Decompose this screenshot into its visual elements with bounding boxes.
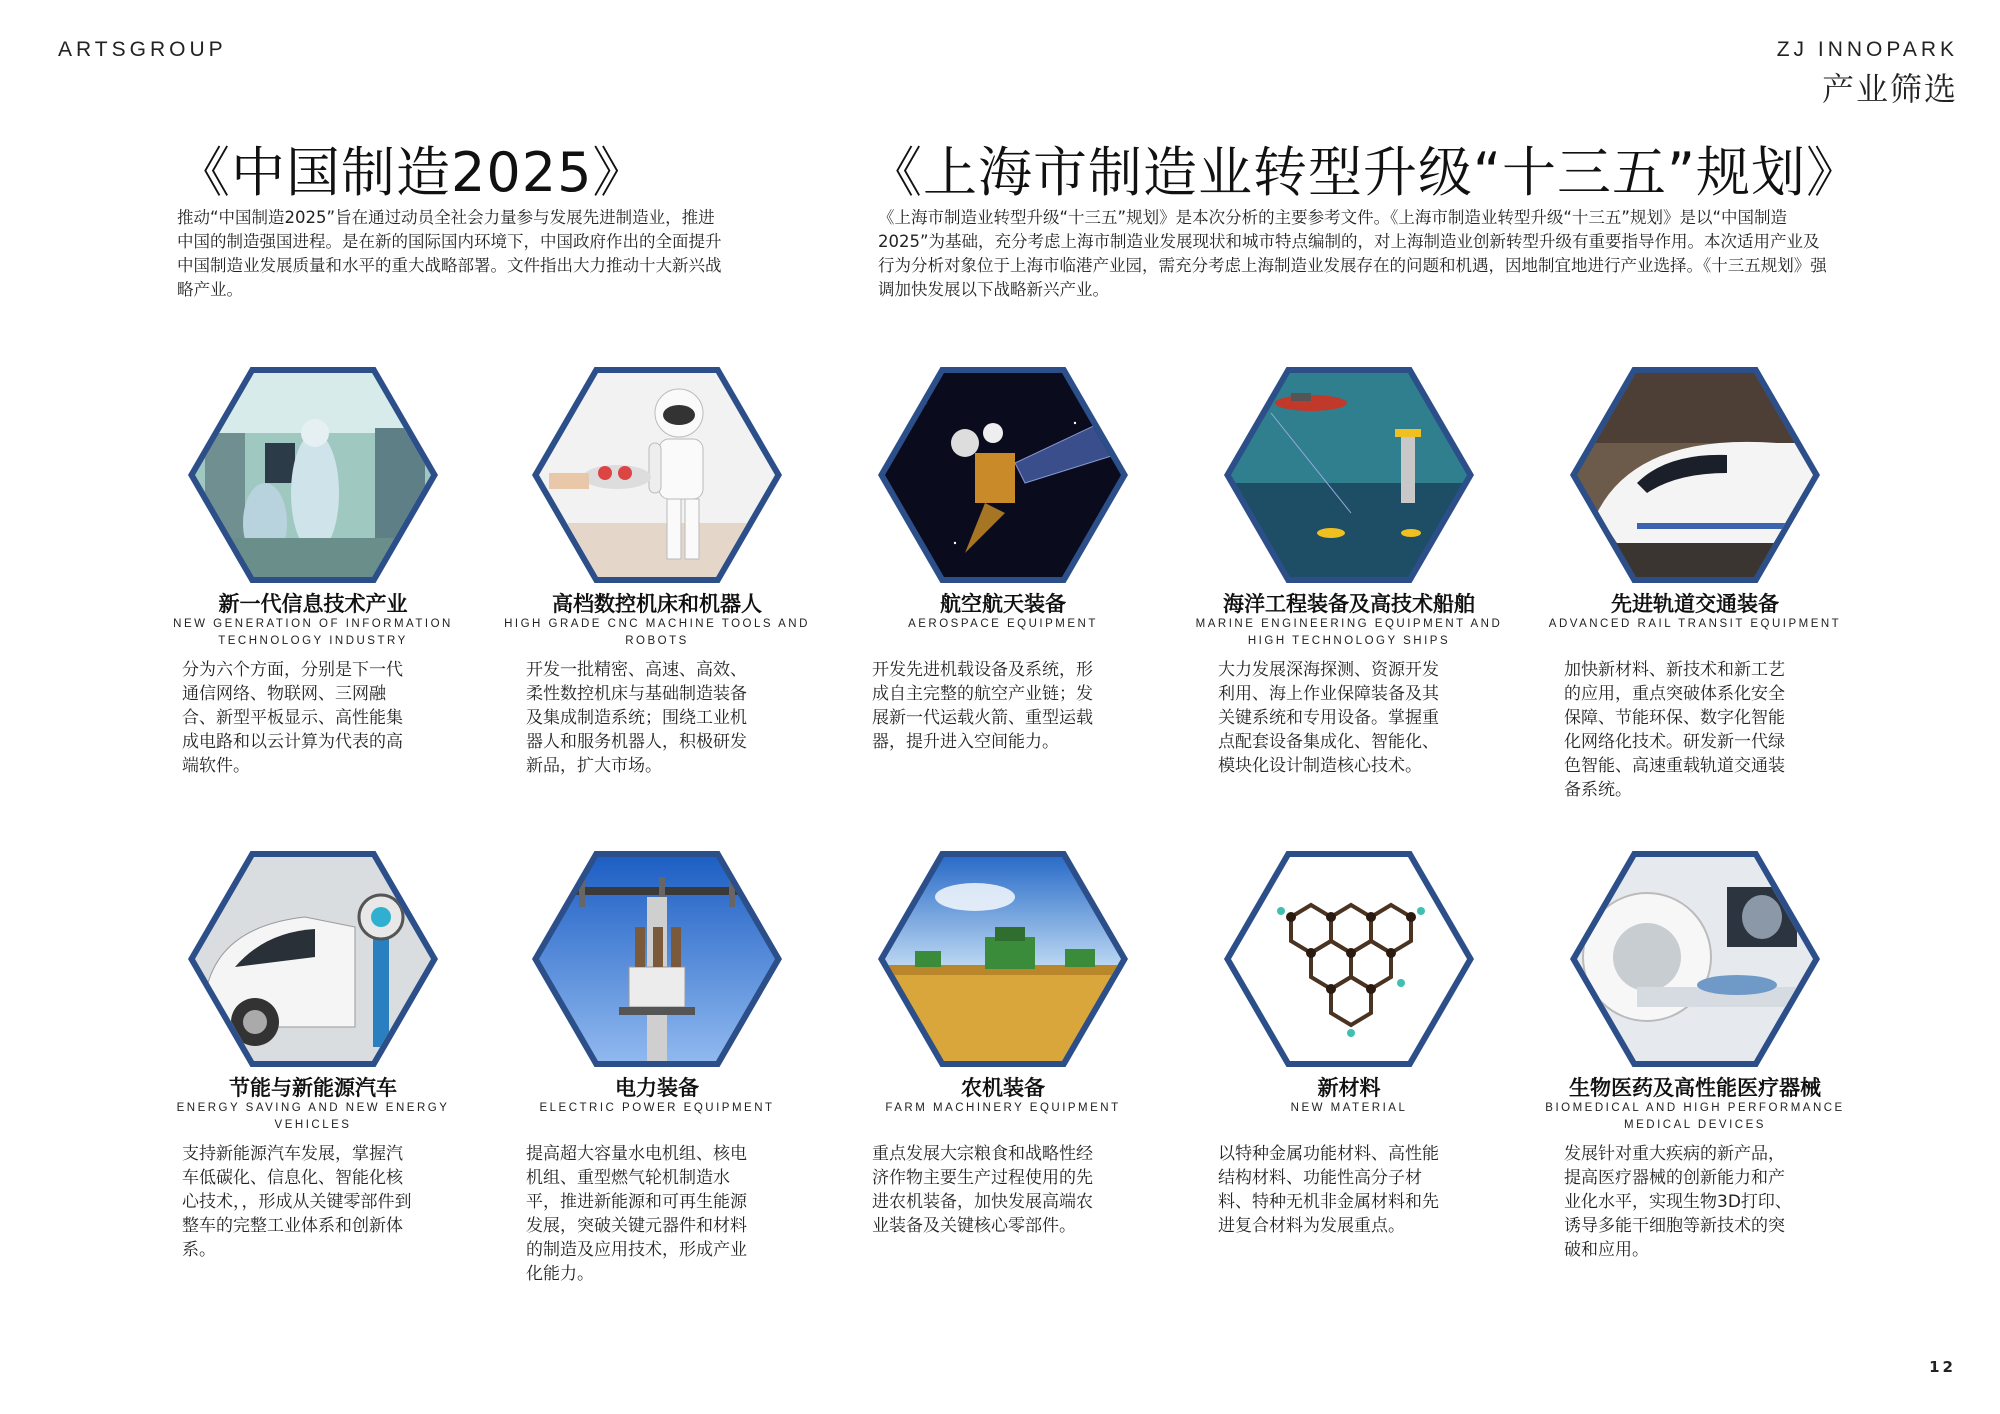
industry-cn-title: 高档数控机床和机器人 <box>552 592 762 616</box>
graphene-image <box>1231 857 1467 1061</box>
industry-description: 以特种金属功能材料、高性能结构材料、功能性高分子材料、特种无机非金属材料和先进复合材料为发展重点。 <box>1218 1144 1439 1236</box>
industry-cn-title: 新材料 <box>1317 1076 1381 1100</box>
industry-en-title: MARINE ENGINEERING EQUIPMENT AND HIGH TECHNOLOGY SHIPS <box>1195 618 1503 647</box>
industry-description: 支持新能源汽车发展，掌握汽车低碳化、信息化、智能化核心技术，，形成从关键零部件到整车的完整工业体系和创新体系。 <box>182 1144 412 1260</box>
hex-frame <box>1570 851 1820 1067</box>
industry-description: 提高超大容量水电机组、核电机组、重型燃气轮机制造水平，推进新能源和可再生能源发展，突破关键元器件和材料的制造及应用技术，形成产业化能力。 <box>526 1144 747 1284</box>
industry-cn-title: 海洋工程装备及高技术船舶 <box>1223 592 1475 616</box>
industry-description: 分为六个方面，分别是下一代通信网络、物联网、三网融合、新型平板显示、高性能集成电路和以云计算为代表的高端软件。 <box>182 660 403 776</box>
high-speed-train-image <box>1577 373 1813 577</box>
industry-description: 大力发展深海探测、资源开发利用、海上作业保障装备及其关键系统和专用设备。掌握重点配套设备集成化、智能化、模块化设计制造核心技术。 <box>1218 660 1439 776</box>
industry-description: 开发先进机载设备及系统，形成自主完整的航空产业链；发展新一代运载火箭、重型运载器，提升进入空间能力。 <box>872 660 1093 752</box>
industry-description: 重点发展大宗粮食和战略性经济作物主要生产过程使用的先进农机装备，加快发展高端农业装备及关键核心零部件。 <box>872 1144 1093 1236</box>
industry-en-title: ELECTRIC POWER EQUIPMENT <box>539 1102 775 1114</box>
power-pole-image <box>539 857 775 1061</box>
satellite-image <box>885 373 1121 577</box>
ct-scanner-image <box>1577 857 1813 1061</box>
industry-cn-title: 节能与新能源汽车 <box>229 1076 397 1100</box>
electric-car-image <box>195 857 431 1061</box>
hex-frame <box>188 851 438 1067</box>
industry-cn-title: 电力装备 <box>615 1076 699 1100</box>
industry-en-title: NEW MATERIAL <box>1290 1102 1408 1114</box>
left-section-title: 《中国制造2025》 <box>176 141 648 204</box>
cleanroom-image <box>195 373 431 577</box>
industry-en-title: BIOMEDICAL AND HIGH PERFORMANCE MEDICAL DEVICES <box>1545 1102 1845 1131</box>
industry-cn-title: 先进轨道交通装备 <box>1611 592 1779 616</box>
brand-left: ARTSGROUP <box>58 38 227 61</box>
industry-en-title: NEW GENERATION OF INFORMATION TECHNOLOGY INDUSTRY <box>173 618 453 647</box>
ocean-platform-image <box>1231 373 1467 577</box>
industry-en-title: HIGH GRADE CNC MACHINE TOOLS AND ROBOTS <box>504 618 810 647</box>
industry-en-title: FARM MACHINERY EQUIPMENT <box>885 1102 1121 1114</box>
robot-image <box>539 373 775 577</box>
page-number: 12 <box>1929 1358 1956 1376</box>
brand-right <box>1777 38 1958 110</box>
industry-description: 开发一批精密、高速、高效、柔性数控机床与基础制造装备及集成制造系统；围绕工业机器人和服务机器人，积极研发新品，扩大市场。 <box>526 660 747 776</box>
hex-frame <box>1570 367 1820 583</box>
industry-description: 发展针对重大疾病的新产品，提高医疗器械的创新能力和产业化水平，实现生物3D打印、诱导多能干细胞等新技术的突破和应用。 <box>1564 1144 1792 1260</box>
industry-cn-title: 新一代信息技术产业 <box>218 592 408 616</box>
brand-right-cn: 产业筛选 <box>1821 70 1958 108</box>
industry-en-title: AEROSPACE EQUIPMENT <box>908 618 1098 630</box>
hex-frame <box>1224 367 1474 583</box>
industry-cn-title: 生物医药及高性能医疗器械 <box>1569 1076 1821 1100</box>
brand-right-en: ZJ INNOPARK <box>1776 38 1958 61</box>
hex-frame <box>532 851 782 1067</box>
harvester-image <box>885 857 1121 1061</box>
hex-frame <box>532 367 782 583</box>
right-section-intro: 《上海市制造业转型升级“十三五”规划》是本次分析的主要参考文件。《上海市制造业转型升级“十三五”规划》是以“中国制造2025”为基础，充分考虑上海市制造业发展现状和城市特点编制的，对上海制造业创新转型升级有重要指导作用。本次适用产业及行为分析对象位于上海市临港产业园，需充分考虑上海制造业发展存在的问题和机遇，因地制宜地进行产业选择。《十三五规划》强调加快发展以下战略新兴产业。 <box>878 208 1827 299</box>
right-section-title: 《上海市制造业转型升级“十三五”规划》 <box>868 141 1861 204</box>
hex-frame <box>878 851 1128 1067</box>
industry-cn-title: 航空航天装备 <box>940 592 1066 616</box>
industry-description: 加快新材料、新技术和新工艺的应用，重点突破体系化安全保障、节能环保、数字化智能化网络化技术。研发新一代绿色智能、高速重载轨道交通装备系统。 <box>1564 660 1785 800</box>
left-section-intro: 推动“中国制造2025”旨在通过动员全社会力量参与发展先进制造业，推进中国的制造强国进程。是在新的国际国内环境下，中国政府作出的全面提升中国制造业发展质量和水平的重大战略部署。文件指出大力推动十大新兴战略产业。 <box>177 208 722 299</box>
hex-frame <box>188 367 438 583</box>
hex-frame <box>878 367 1128 583</box>
industry-cn-title: 农机装备 <box>961 1076 1045 1100</box>
hex-frame <box>1224 851 1474 1067</box>
industry-en-title: ENERGY SAVING AND NEW ENERGY VEHICLES <box>176 1102 450 1131</box>
industry-en-title: ADVANCED RAIL TRANSIT EQUIPMENT <box>1548 618 1842 630</box>
